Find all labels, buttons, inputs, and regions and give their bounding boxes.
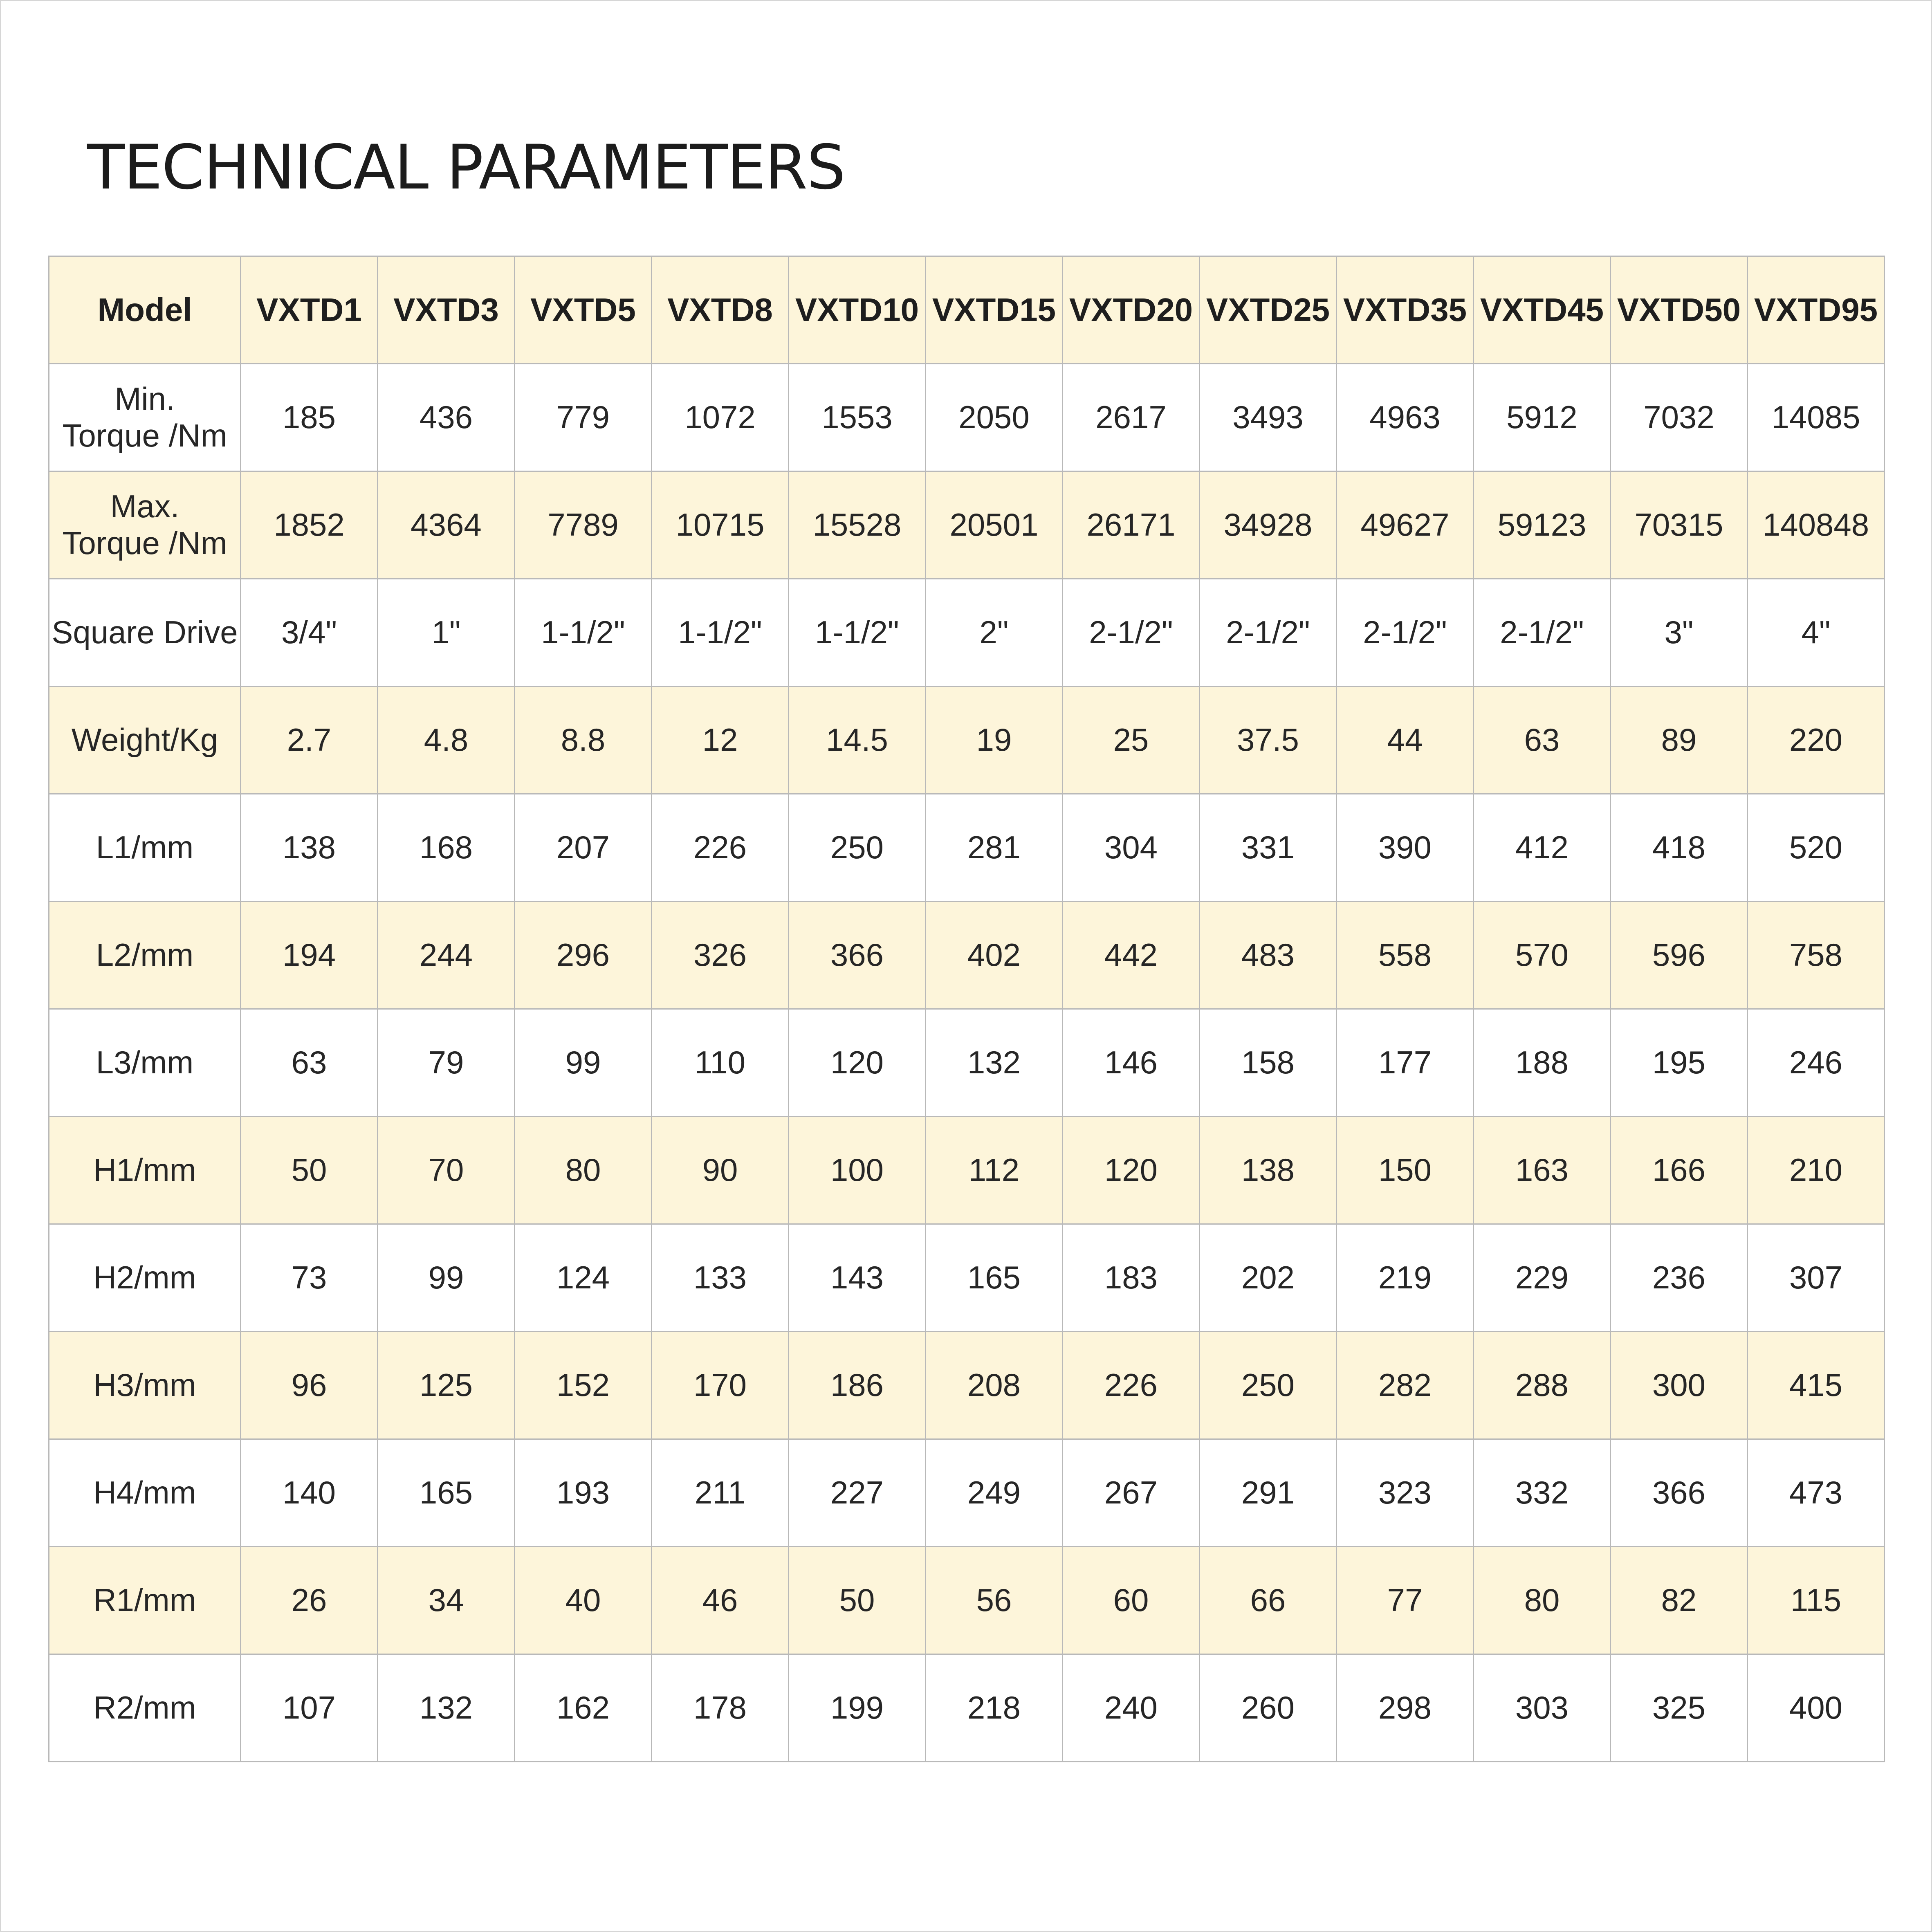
table-cell: 143 xyxy=(789,1224,926,1332)
table-cell: 4364 xyxy=(378,471,515,579)
table-cell: 307 xyxy=(1748,1224,1885,1332)
row-label: Weight/Kg xyxy=(49,687,241,794)
table-cell: 323 xyxy=(1337,1439,1474,1547)
table-cell: 110 xyxy=(652,1009,789,1117)
row-label-line: Min. xyxy=(114,381,175,417)
table-cell: 152 xyxy=(515,1332,652,1439)
table-cell: 240 xyxy=(1063,1654,1200,1762)
table-cell: 332 xyxy=(1474,1439,1611,1547)
table-cell: 1-1/2" xyxy=(789,579,926,687)
table-cell: 291 xyxy=(1200,1439,1337,1547)
table-cell: 229 xyxy=(1474,1224,1611,1332)
table-cell: 779 xyxy=(515,364,652,471)
table-cell: 193 xyxy=(515,1439,652,1547)
table-cell: 520 xyxy=(1748,794,1885,902)
table-cell: 107 xyxy=(241,1654,378,1762)
table-cell: 300 xyxy=(1611,1332,1748,1439)
table-cell: 80 xyxy=(515,1117,652,1224)
table-cell: 436 xyxy=(378,364,515,471)
row-label: L3/mm xyxy=(49,1009,241,1117)
table-cell: 7789 xyxy=(515,471,652,579)
table-cell: 138 xyxy=(241,794,378,902)
table-cell: 2-1/2" xyxy=(1063,579,1200,687)
table-cell: 168 xyxy=(378,794,515,902)
model-header: VXTD1 xyxy=(241,256,378,364)
table-cell: 37.5 xyxy=(1200,687,1337,794)
model-header: VXTD3 xyxy=(378,256,515,364)
table-row-square-drive xyxy=(49,579,1885,687)
table-row-h2 xyxy=(49,1224,1885,1332)
table-cell: 2050 xyxy=(926,364,1063,471)
table-cell: 140 xyxy=(241,1439,378,1547)
table-cell: 46 xyxy=(652,1547,789,1654)
table-cell: 400 xyxy=(1748,1654,1885,1762)
header-row xyxy=(49,256,1885,364)
model-header: VXTD5 xyxy=(515,256,652,364)
table-cell: 195 xyxy=(1611,1009,1748,1117)
table-cell: 99 xyxy=(515,1009,652,1117)
model-header: VXTD95 xyxy=(1748,256,1885,364)
table-cell: 165 xyxy=(926,1224,1063,1332)
table-cell: 282 xyxy=(1337,1332,1474,1439)
table-cell: 178 xyxy=(652,1654,789,1762)
table-cell: 19 xyxy=(926,687,1063,794)
table-cell: 90 xyxy=(652,1117,789,1224)
table-cell: 2-1/2" xyxy=(1474,579,1611,687)
model-header: VXTD8 xyxy=(652,256,789,364)
table-cell: 226 xyxy=(1063,1332,1200,1439)
table-cell: 49627 xyxy=(1337,471,1474,579)
table-row-l2 xyxy=(49,902,1885,1009)
table-cell: 304 xyxy=(1063,794,1200,902)
table-cell: 158 xyxy=(1200,1009,1337,1117)
table-cell: 366 xyxy=(789,902,926,1009)
table-cell: 418 xyxy=(1611,794,1748,902)
table-cell: 4" xyxy=(1748,579,1885,687)
row-label: L2/mm xyxy=(49,902,241,1009)
table-cell: 298 xyxy=(1337,1654,1474,1762)
row-label: R1/mm xyxy=(49,1547,241,1654)
table-cell: 2-1/2" xyxy=(1337,579,1474,687)
table-cell: 2617 xyxy=(1063,364,1200,471)
table-cell: 14085 xyxy=(1748,364,1885,471)
table-cell: 132 xyxy=(926,1009,1063,1117)
table-cell: 80 xyxy=(1474,1547,1611,1654)
table-cell: 281 xyxy=(926,794,1063,902)
table-cell: 1-1/2" xyxy=(515,579,652,687)
model-header: VXTD10 xyxy=(789,256,926,364)
table-cell: 166 xyxy=(1611,1117,1748,1224)
table-cell: 99 xyxy=(378,1224,515,1332)
row-label-line: Max. xyxy=(110,488,180,525)
table-cell: 5912 xyxy=(1474,364,1611,471)
table-cell: 8.8 xyxy=(515,687,652,794)
row-label: H3/mm xyxy=(49,1332,241,1439)
table-cell: 250 xyxy=(1200,1332,1337,1439)
row-label: H1/mm xyxy=(49,1117,241,1224)
table-cell: 162 xyxy=(515,1654,652,1762)
model-header: VXTD20 xyxy=(1063,256,1200,364)
table-cell: 89 xyxy=(1611,687,1748,794)
table-cell: 596 xyxy=(1611,902,1748,1009)
table-cell: 124 xyxy=(515,1224,652,1332)
table-cell: 296 xyxy=(515,902,652,1009)
table-cell: 20501 xyxy=(926,471,1063,579)
table-cell: 366 xyxy=(1611,1439,1748,1547)
table-cell: 1" xyxy=(378,579,515,687)
table-cell: 132 xyxy=(378,1654,515,1762)
table-cell: 133 xyxy=(652,1224,789,1332)
table-cell: 226 xyxy=(652,794,789,902)
table-cell: 325 xyxy=(1611,1654,1748,1762)
table-cell: 100 xyxy=(789,1117,926,1224)
table-cell: 188 xyxy=(1474,1009,1611,1117)
table-cell: 40 xyxy=(515,1547,652,1654)
table-cell: 250 xyxy=(789,794,926,902)
table-cell: 50 xyxy=(789,1547,926,1654)
table-cell: 288 xyxy=(1474,1332,1611,1439)
table-cell: 473 xyxy=(1748,1439,1885,1547)
table-cell: 10715 xyxy=(652,471,789,579)
table-cell: 303 xyxy=(1474,1654,1611,1762)
table-cell: 202 xyxy=(1200,1224,1337,1332)
table-cell: 70315 xyxy=(1611,471,1748,579)
table-cell: 186 xyxy=(789,1332,926,1439)
table-cell: 227 xyxy=(789,1439,926,1547)
table-cell: 2.7 xyxy=(241,687,378,794)
table-cell: 415 xyxy=(1748,1332,1885,1439)
header-model-label: Model xyxy=(49,256,241,364)
model-header: VXTD45 xyxy=(1474,256,1611,364)
model-header: VXTD50 xyxy=(1611,256,1748,364)
table-cell: 260 xyxy=(1200,1654,1337,1762)
table-cell: 3/4" xyxy=(241,579,378,687)
table-cell: 112 xyxy=(926,1117,1063,1224)
table-cell: 211 xyxy=(652,1439,789,1547)
table-row-r2 xyxy=(49,1654,1885,1762)
table-cell: 125 xyxy=(378,1332,515,1439)
table-row-h4 xyxy=(49,1439,1885,1547)
row-label-line: Torque /Nm xyxy=(62,417,227,453)
table-cell: 120 xyxy=(1063,1117,1200,1224)
table-cell: 219 xyxy=(1337,1224,1474,1332)
table-cell: 390 xyxy=(1337,794,1474,902)
table-cell: 115 xyxy=(1748,1547,1885,1654)
table-row-l3 xyxy=(49,1009,1885,1117)
table-cell: 220 xyxy=(1748,687,1885,794)
table-cell: 60 xyxy=(1063,1547,1200,1654)
row-label: Square Drive xyxy=(49,579,241,687)
table-row-h1 xyxy=(49,1117,1885,1224)
table-cell: 758 xyxy=(1748,902,1885,1009)
table-cell: 163 xyxy=(1474,1117,1611,1224)
row-label: L1/mm xyxy=(49,794,241,902)
table-cell: 66 xyxy=(1200,1547,1337,1654)
table-cell: 402 xyxy=(926,902,1063,1009)
table-cell: 120 xyxy=(789,1009,926,1117)
table-row-l1 xyxy=(49,794,1885,902)
row-label-line: Torque /Nm xyxy=(62,525,227,561)
model-header: VXTD15 xyxy=(926,256,1063,364)
table-row-max-torque xyxy=(49,471,1885,579)
table-cell: 170 xyxy=(652,1332,789,1439)
page-title: TECHNICAL PARAMETERS xyxy=(87,132,845,203)
table-cell: 3" xyxy=(1611,579,1748,687)
table-cell: 483 xyxy=(1200,902,1337,1009)
table-row-weight xyxy=(49,687,1885,794)
table-row-r1 xyxy=(49,1547,1885,1654)
technical-parameters-table xyxy=(48,256,1885,1762)
table-cell: 59123 xyxy=(1474,471,1611,579)
table-cell: 150 xyxy=(1337,1117,1474,1224)
table-cell: 2" xyxy=(926,579,1063,687)
table-cell: 1553 xyxy=(789,364,926,471)
table-cell: 34 xyxy=(378,1547,515,1654)
row-label xyxy=(49,364,241,471)
table-cell: 1072 xyxy=(652,364,789,471)
table-cell: 1852 xyxy=(241,471,378,579)
table-cell: 570 xyxy=(1474,902,1611,1009)
table-cell: 177 xyxy=(1337,1009,1474,1117)
table-cell: 207 xyxy=(515,794,652,902)
table-cell: 77 xyxy=(1337,1547,1474,1654)
table-cell: 3493 xyxy=(1200,364,1337,471)
table-cell: 165 xyxy=(378,1439,515,1547)
model-header: VXTD25 xyxy=(1200,256,1337,364)
table-cell: 558 xyxy=(1337,902,1474,1009)
table-cell: 326 xyxy=(652,902,789,1009)
table-cell: 249 xyxy=(926,1439,1063,1547)
table-cell: 218 xyxy=(926,1654,1063,1762)
table-cell: 1-1/2" xyxy=(652,579,789,687)
table-cell: 236 xyxy=(1611,1224,1748,1332)
row-label: H4/mm xyxy=(49,1439,241,1547)
row-label: H2/mm xyxy=(49,1224,241,1332)
table-cell: 208 xyxy=(926,1332,1063,1439)
row-label xyxy=(49,471,241,579)
table-row-h3 xyxy=(49,1332,1885,1439)
table-cell: 56 xyxy=(926,1547,1063,1654)
table-cell: 199 xyxy=(789,1654,926,1762)
table-cell: 26171 xyxy=(1063,471,1200,579)
table-cell: 26 xyxy=(241,1547,378,1654)
table-cell: 50 xyxy=(241,1117,378,1224)
table-cell: 183 xyxy=(1063,1224,1200,1332)
table-cell: 79 xyxy=(378,1009,515,1117)
table-cell: 146 xyxy=(1063,1009,1200,1117)
table-cell: 15528 xyxy=(789,471,926,579)
table-cell: 12 xyxy=(652,687,789,794)
table-cell: 194 xyxy=(241,902,378,1009)
table-cell: 14.5 xyxy=(789,687,926,794)
table-cell: 138 xyxy=(1200,1117,1337,1224)
table-cell: 44 xyxy=(1337,687,1474,794)
table-cell: 4963 xyxy=(1337,364,1474,471)
table-cell: 70 xyxy=(378,1117,515,1224)
table-cell: 185 xyxy=(241,364,378,471)
table-cell: 4.8 xyxy=(378,687,515,794)
table-cell: 412 xyxy=(1474,794,1611,902)
table-cell: 63 xyxy=(241,1009,378,1117)
table-cell: 246 xyxy=(1748,1009,1885,1117)
table-cell: 140848 xyxy=(1748,471,1885,579)
table-cell: 82 xyxy=(1611,1547,1748,1654)
table-cell: 34928 xyxy=(1200,471,1337,579)
table-cell: 267 xyxy=(1063,1439,1200,1547)
table-cell: 244 xyxy=(378,902,515,1009)
table-cell: 96 xyxy=(241,1332,378,1439)
table-cell: 442 xyxy=(1063,902,1200,1009)
table-cell: 331 xyxy=(1200,794,1337,902)
table-cell: 25 xyxy=(1063,687,1200,794)
table-cell: 210 xyxy=(1748,1117,1885,1224)
model-header: VXTD35 xyxy=(1337,256,1474,364)
table-row-min-torque xyxy=(49,364,1885,471)
table-cell: 7032 xyxy=(1611,364,1748,471)
table-cell: 63 xyxy=(1474,687,1611,794)
row-label: R2/mm xyxy=(49,1654,241,1762)
table-cell: 73 xyxy=(241,1224,378,1332)
table-cell: 2-1/2" xyxy=(1200,579,1337,687)
